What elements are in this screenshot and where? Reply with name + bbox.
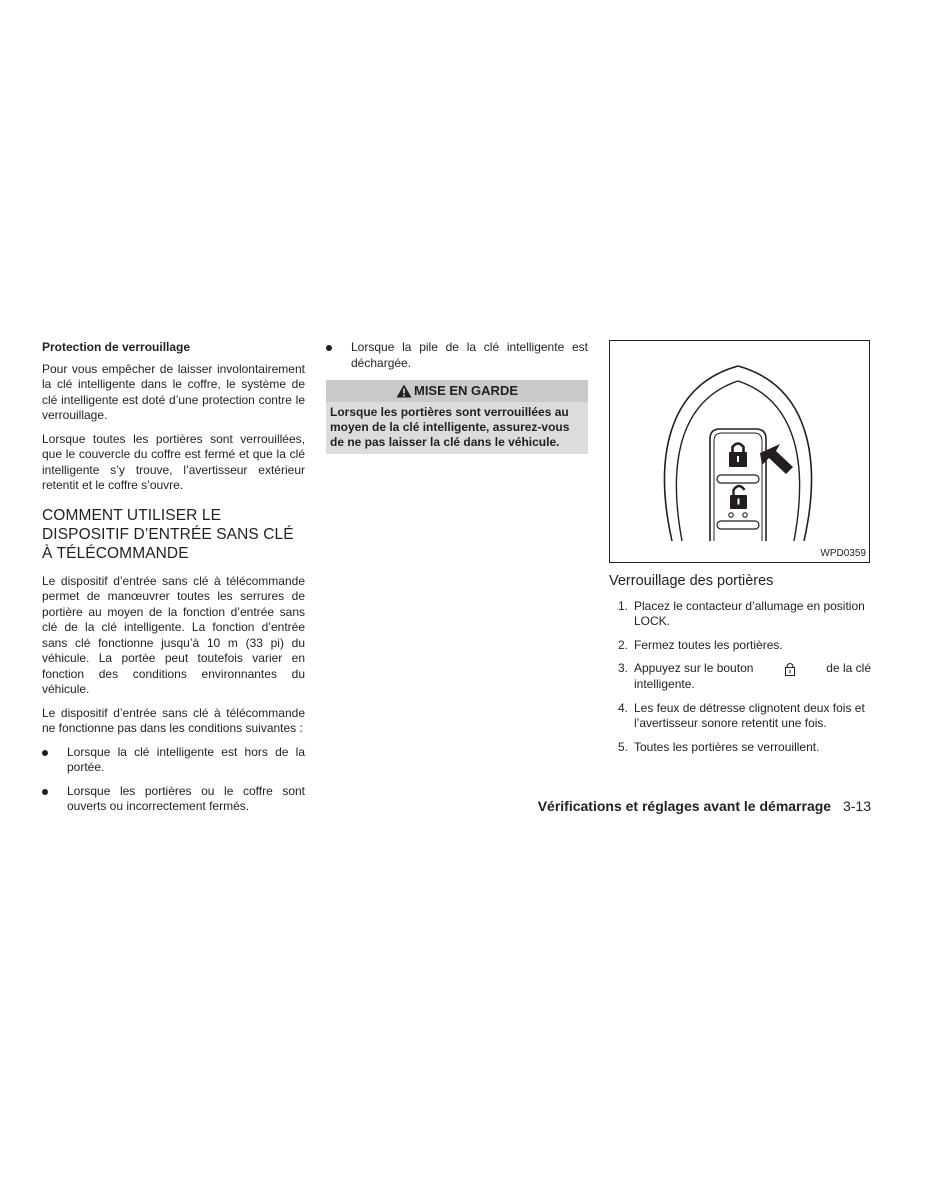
arrow-icon xyxy=(760,444,793,474)
bullet-icon xyxy=(326,345,332,351)
subheading-lock-protection: Protection de verrouillage xyxy=(42,340,191,354)
left-column xyxy=(42,340,305,823)
bullet-icon xyxy=(42,750,48,756)
right-column xyxy=(609,340,871,763)
step-item: 4. Les feux de détresse clignotent deux fois et l’avertisseur sonore retentit une fois. xyxy=(618,700,865,730)
steps-list xyxy=(609,599,871,756)
paragraph: Le dispositif d’entrée sans clé à télécommande permet de manœuvrer toutes les serrures de portière au moyen de la fonction d’entrée sans clé de la clé intelligente. La fonction d’entrée sans clé fonctionne jusqu’à 10 m (33 pi) du véhicule. La portée peut toutefois varier en fonction des conditions environnantes du véhicule. xyxy=(42,573,305,696)
step-item: 1. Placez le contacteur d’allumage en position LOCK. xyxy=(618,598,865,628)
step-item: 2. Fermez toutes les portières. xyxy=(618,637,783,652)
section-heading: COMMENT UTILISER LE DISPOSITIF D’ENTRÉE SANS CLÉ À TÉLÉCOMMANDE xyxy=(42,506,294,562)
unlock-icon xyxy=(730,486,747,509)
warning-triangle-icon xyxy=(396,384,412,398)
footer-title: Vérifications et réglages avant le démarrage xyxy=(537,798,832,814)
lock-icon xyxy=(729,444,747,468)
page-footer xyxy=(538,797,871,815)
step-item: 5. Toutes les portières se verrouillent. xyxy=(618,739,820,754)
middle-column xyxy=(326,340,588,454)
key-fob-figure xyxy=(609,340,870,563)
list-item: Lorsque la clé intelligente est hors de la portée. xyxy=(42,745,305,776)
lock-icon xyxy=(784,661,796,677)
warning-header xyxy=(326,380,588,402)
figure-caption: Verrouillage des portières xyxy=(609,573,774,589)
bullet-icon xyxy=(42,789,48,795)
key-fob-illustration xyxy=(610,341,869,562)
condition-list-continued xyxy=(326,340,588,371)
warning-text: Lorsque les portières sont verrouillées au moyen de la clé intelligente, assurez-vous de ne pas laisser la clé dans le véhicule. xyxy=(326,402,588,454)
paragraph: Pour vous empêcher de laisser involontairement la clé intelligente dans le coffre, le système de clé intelligente est doté d’une protection contre le verrouillage. xyxy=(42,361,305,422)
condition-list xyxy=(42,745,305,815)
list-item: Lorsque les portières ou le coffre sont ouverts ou incorrectement fermés. xyxy=(42,784,305,815)
paragraph: Lorsque toutes les portières sont verrouillées, que le couvercle du coffre est fermé et que la clé intelligente s’y trouve, l’avertisseur extérieur retentit et le coffre s’ouvre. xyxy=(42,431,305,492)
figure-code: WPD0359 xyxy=(820,548,866,559)
page-number: 3-13 xyxy=(842,798,871,814)
list-item: Lorsque la pile de la clé intelligente est déchargée. xyxy=(326,340,588,371)
paragraph: Le dispositif d’entrée sans clé à télécommande ne fonctionne pas dans les conditions suivantes : xyxy=(42,705,305,735)
step-item: 3. Appuyez sur le bouton de la clé intelligente. xyxy=(618,661,871,691)
warning-title: MISE EN GARDE xyxy=(413,383,518,399)
